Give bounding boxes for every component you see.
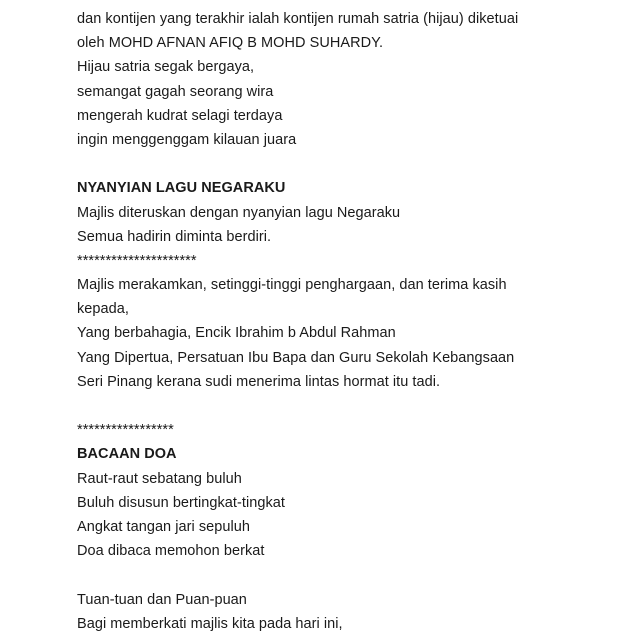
text-line: Yang Dipertua, Persatuan Ibu Bapa dan Guru Sekolah Kebangsaan [77,349,515,366]
section-heading-negaraku: NYANYIAN LAGU NEGARAKU [77,180,286,197]
text-line: Tuan-tuan dan Puan-puan [77,591,247,608]
poem-line: Buluh disusun bertingkat-tingkat [77,494,285,511]
poem-line: Raut-raut sebatang buluh [77,470,242,487]
poem-line: Angkat tangan jari sepuluh [77,518,251,535]
poem-line: mengerah kudrat selagi terdaya [77,107,283,124]
blank-line [77,152,617,176]
text-line: Seri Pinang kerana sudi menerima lintas hormat itu tadi. [77,373,441,390]
text-line: oleh MOHD AFNAN AFIQ B MOHD SUHARDY. [77,35,384,52]
separator-stars: ********************* [77,252,197,269]
poem-line: Doa dibaca memohon berkat [77,543,265,560]
text-line: Yang berbahagia, Encik Ibrahim b Abdul Rahman [77,325,396,342]
text-line: dan kontijen yang terakhir ialah kontijen rumah satria (hijau) diketuai [77,11,519,27]
text-line: kepada, [77,301,129,318]
text-line: Semua hadirin diminta berdiri. [77,228,272,245]
document-page [77,7,617,636]
text-line: Majlis merakamkan, setinggi-tinggi penghargaan, dan terima kasih [77,277,507,294]
separator-stars: ***************** [77,422,174,439]
poem-line: semangat gagah seorang wira [77,83,274,100]
section-heading-bacaan-doa: BACAAN DOA [77,446,177,463]
poem-line: ingin menggenggam kilauan juara [77,131,297,148]
text-line: Majlis diteruskan dengan nyanyian lagu Negaraku [77,204,401,221]
blank-line [77,394,617,418]
text-line: Bagi memberkati majlis kita pada hari ini, [77,615,343,632]
blank-line [77,563,617,587]
poem-line: Hijau satria segak bergaya, [77,59,255,76]
